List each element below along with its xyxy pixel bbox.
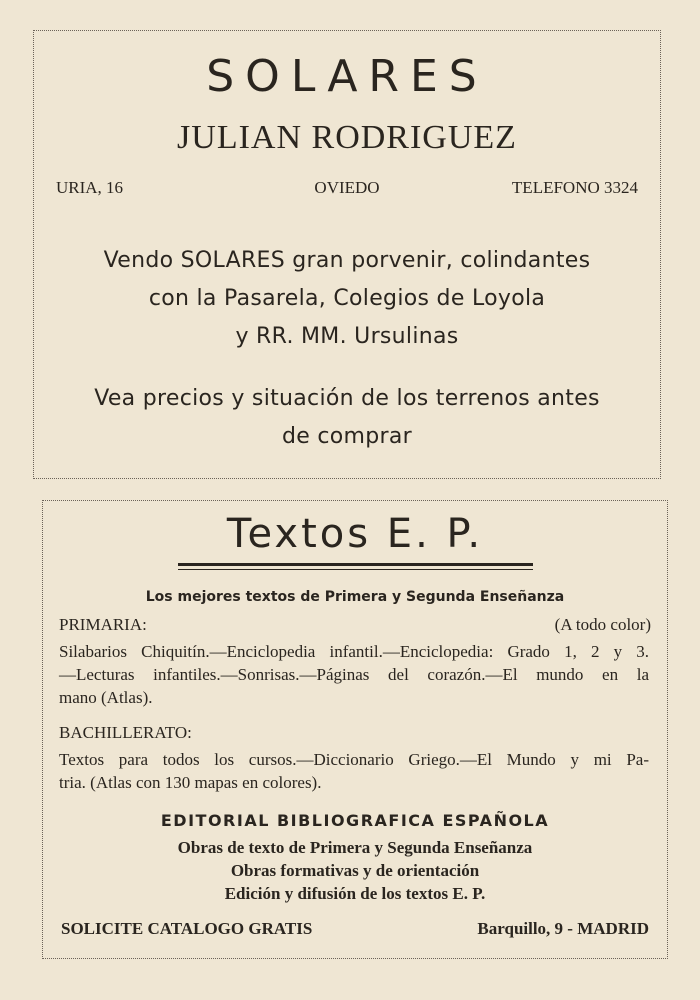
ad-cta-line: de comprar <box>281 424 412 449</box>
bachillerato-line: Textos para todos los cursos.—Diccionario Griego.—El Mundo y mi Pa- <box>59 750 649 769</box>
publisher-name: EDITORIAL BIBLIOGRAFICA ESPAÑOLA <box>160 811 550 830</box>
title-underline-thin <box>178 569 533 570</box>
bachillerato-label: BACHILLERATO: <box>59 723 192 742</box>
textos-advertisement <box>42 500 668 959</box>
primaria-note: (A todo color) <box>554 615 651 634</box>
catalog-offer: SOLICITE CATALOGO GRATIS <box>61 919 313 938</box>
ad-city: OVIEDO <box>314 178 380 197</box>
publisher-line: Edición y difusión de los textos E. P. <box>224 884 486 903</box>
ad-subtitle: Los mejores textos de Primera y Segunda Enseñanza <box>145 589 565 605</box>
ad-body-line: con la Pasarela, Colegios de Loyola <box>148 286 546 311</box>
ad-body-line: Vendo SOLARES gran porvenir, colindantes <box>103 248 591 273</box>
ad-phone: TELEFONO 3324 <box>511 178 638 197</box>
ad-body-line: y RR. MM. Ursulinas <box>235 324 459 349</box>
bachillerato-line: tria. (Atlas con 130 mapas en colores). <box>59 773 322 792</box>
solares-advertisement <box>33 30 661 479</box>
primaria-line: mano (Atlas). <box>59 688 153 707</box>
publisher-line: Obras de texto de Primera y Segunda Enseñanza <box>177 838 533 857</box>
title-underline <box>178 563 533 566</box>
ad-title: SOLARES <box>206 51 488 102</box>
primaria-label: PRIMARIA: <box>59 615 147 634</box>
ad-title: Textos E. P. <box>226 511 484 557</box>
ad-cta-line: Vea precios y situación de los terrenos antes <box>94 386 600 411</box>
publisher-address: Barquillo, 9 - MADRID <box>477 919 649 938</box>
ad-address: URIA, 16 <box>56 178 124 197</box>
ad-owner-name: JULIAN RODRIGUEZ <box>177 119 517 156</box>
primaria-line: Silabarios Chiquitín.—Enciclopedia infantil.—Enciclopedia: Grado 1, 2 y 3. <box>59 642 649 661</box>
publisher-line: Obras formativas y de orientación <box>230 861 480 880</box>
primaria-line: —Lecturas infantiles.—Sonrisas.—Páginas del corazón.—El mundo en la <box>59 665 649 684</box>
